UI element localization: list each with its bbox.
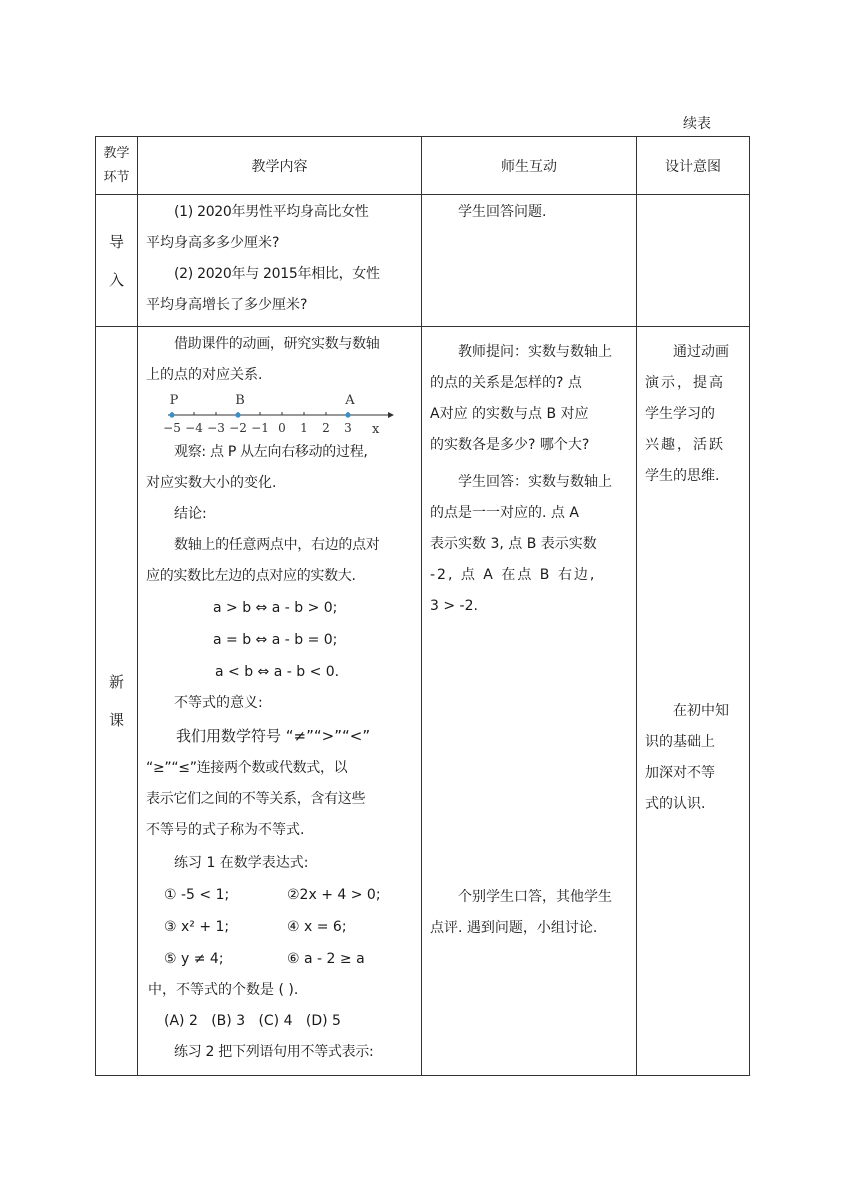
interaction2-line-1: 学生回答：实数与数轴上 <box>458 474 612 490</box>
intro-interaction-text: 学生回答问题. <box>458 204 547 220</box>
header-stage <box>96 137 138 195</box>
number-line-tick-label: −2 <box>229 421 247 435</box>
exercise1-question: 中，不等式的个数是 ( ). <box>148 982 299 998</box>
header-interaction: 师生互动 <box>422 137 637 195</box>
header-row <box>96 137 750 195</box>
intent2-line-3: 加深对不等 <box>645 765 715 781</box>
new-lesson-interaction <box>422 327 637 1076</box>
intro-stage-char2: 入 <box>108 270 124 289</box>
interaction2-line-2: 的点是一一对应的. 点 A <box>430 505 579 521</box>
number-line-point-label: P <box>169 393 179 408</box>
conclusion-line-1: 数轴上的任意两点中，右边的点对 <box>174 537 380 553</box>
expression-row-1 <box>138 879 421 911</box>
intro-intent <box>637 195 750 327</box>
number-line-point <box>169 412 174 417</box>
intent1-line-5: 学生的思维. <box>645 468 720 484</box>
number-line-axis-label: x <box>372 422 380 437</box>
expression-2: ②2x + 4 > 0; <box>287 887 381 903</box>
new-lesson-content <box>138 327 422 1076</box>
intro-line-2: 上的点的对应关系. <box>146 367 263 383</box>
number-line-points <box>169 393 355 418</box>
interaction3-line-2: 点评. 遇到问题，小组讨论. <box>430 920 598 936</box>
number-line-arrow <box>388 412 394 418</box>
intro-row <box>96 195 750 327</box>
number-line-point <box>345 412 350 417</box>
intent2-line-4: 式的认识. <box>645 796 706 812</box>
interaction2-line-3: 表示实数 3, 点 B 表示实数 <box>430 536 597 552</box>
relation-less: a < b ⇔ a - b < 0. <box>215 664 340 680</box>
number-line-tick-label: −1 <box>251 421 269 435</box>
interaction1-line-2: 的点的关系是怎样的? 点 <box>430 375 582 391</box>
definition-line-2: “≥”“≤”连接两个数或代数式，以 <box>146 760 348 776</box>
intro-question-2b: 平均身高增长了多少厘米? <box>146 297 308 313</box>
continued-label: 续表 <box>683 116 711 132</box>
new-lesson-stage <box>96 327 138 1076</box>
observe-line-2: 对应实数大小的变化. <box>146 475 277 491</box>
number-line-point <box>235 412 240 417</box>
header-intent: 设计意图 <box>637 137 750 195</box>
interaction2-line-4: -2, 点 A 在点 B 右边, <box>430 567 597 583</box>
intent2-line-2: 识的基础上 <box>645 734 715 750</box>
number-line-tick-label: 2 <box>322 421 330 435</box>
new-lesson-stage-char1: 新 <box>108 673 124 691</box>
expression-5: ⑤ y ≠ 4; <box>164 951 224 967</box>
number-line <box>156 391 396 437</box>
intent1-line-2: 演示，提高 <box>645 375 725 391</box>
new-lesson-intent <box>637 327 750 1076</box>
number-line-point-label: A <box>345 393 355 408</box>
interaction2-line-5: 3 > -2. <box>430 598 478 614</box>
relation-equal: a = b ⇔ a - b = 0; <box>213 632 338 648</box>
intent1-line-1: 通过动画 <box>673 344 729 360</box>
number-line-point-label: B <box>235 393 245 408</box>
new-lesson-stage-char2: 课 <box>108 711 124 729</box>
expression-row-2 <box>138 911 421 943</box>
intro-content <box>138 195 422 327</box>
intent1-line-4: 兴趣，活跃 <box>645 437 725 453</box>
number-line-tick-label: −3 <box>207 421 225 435</box>
expression-3: ③ x² + 1; <box>164 919 230 935</box>
expression-1: ① -5 < 1; <box>164 887 230 903</box>
header-stage-line1: 教学 <box>103 145 130 161</box>
number-line-tick-label: 0 <box>278 421 286 435</box>
new-lesson-row <box>96 327 750 1076</box>
observe-line-1: 观察: 点 P 从左向右移动的过程, <box>174 444 368 460</box>
expression-6: ⑥ a - 2 ≥ a <box>287 951 365 967</box>
meaning-label: 不等式的意义: <box>174 695 263 711</box>
number-line-tick-label: −5 <box>163 421 181 435</box>
interaction3-line-1: 个别学生口答，其他学生 <box>458 889 612 905</box>
conclusion-label: 结论: <box>174 506 207 522</box>
exercise2-title: 练习 2 把下列语句用不等式表示: <box>174 1044 374 1060</box>
header-content: 教学内容 <box>138 137 422 195</box>
expression-4: ④ x = 6; <box>287 919 347 935</box>
number-line-tick-label: 1 <box>300 421 308 435</box>
number-line-tick-label: −4 <box>185 421 203 435</box>
intro-line-1: 借助课件的动画，研究实数与数轴 <box>174 336 380 352</box>
definition-line-1: 我们用数学符号 “≠”“>”“<” <box>176 727 371 745</box>
exercise1-options: (A) 2 (B) 3 (C) 4 (D) 5 <box>164 1013 341 1029</box>
conclusion-line-2: 应的实数比左边的点对应的实数大. <box>146 568 356 584</box>
interaction1-line-1: 教师提问：实数与数轴上 <box>458 344 612 360</box>
intent2-line-1: 在初中知 <box>673 703 729 719</box>
interaction1-line-4: 的实数各是多少? 哪个大? <box>430 437 590 453</box>
exercise1-title: 练习 1 在数学表达式: <box>174 855 309 871</box>
relation-greater: a > b ⇔ a - b > 0; <box>213 600 338 616</box>
expression-row-3 <box>138 943 421 975</box>
intent1-line-3: 学生学习的 <box>645 406 715 422</box>
number-line-tick-label: 3 <box>344 421 352 435</box>
definition-line-3: 表示它们之间的不等关系，含有这些 <box>146 791 366 807</box>
intro-stage-char1: 导 <box>108 232 124 251</box>
intro-question-1b: 平均身高多多少厘米? <box>146 235 280 251</box>
lesson-plan-table <box>95 136 750 1076</box>
intro-stage <box>96 195 138 327</box>
intro-question-2a: (2) 2020年与 2015年相比，女性 <box>174 266 380 282</box>
header-stage-line2: 环节 <box>103 169 130 185</box>
interaction1-line-3: A对应 的实数与点 B 对应 <box>430 406 589 422</box>
definition-line-4: 不等号的式子称为不等式. <box>146 822 305 838</box>
intro-question-1a: (1) 2020年男性平均身高比女性 <box>174 204 369 220</box>
intro-interaction <box>422 195 637 327</box>
